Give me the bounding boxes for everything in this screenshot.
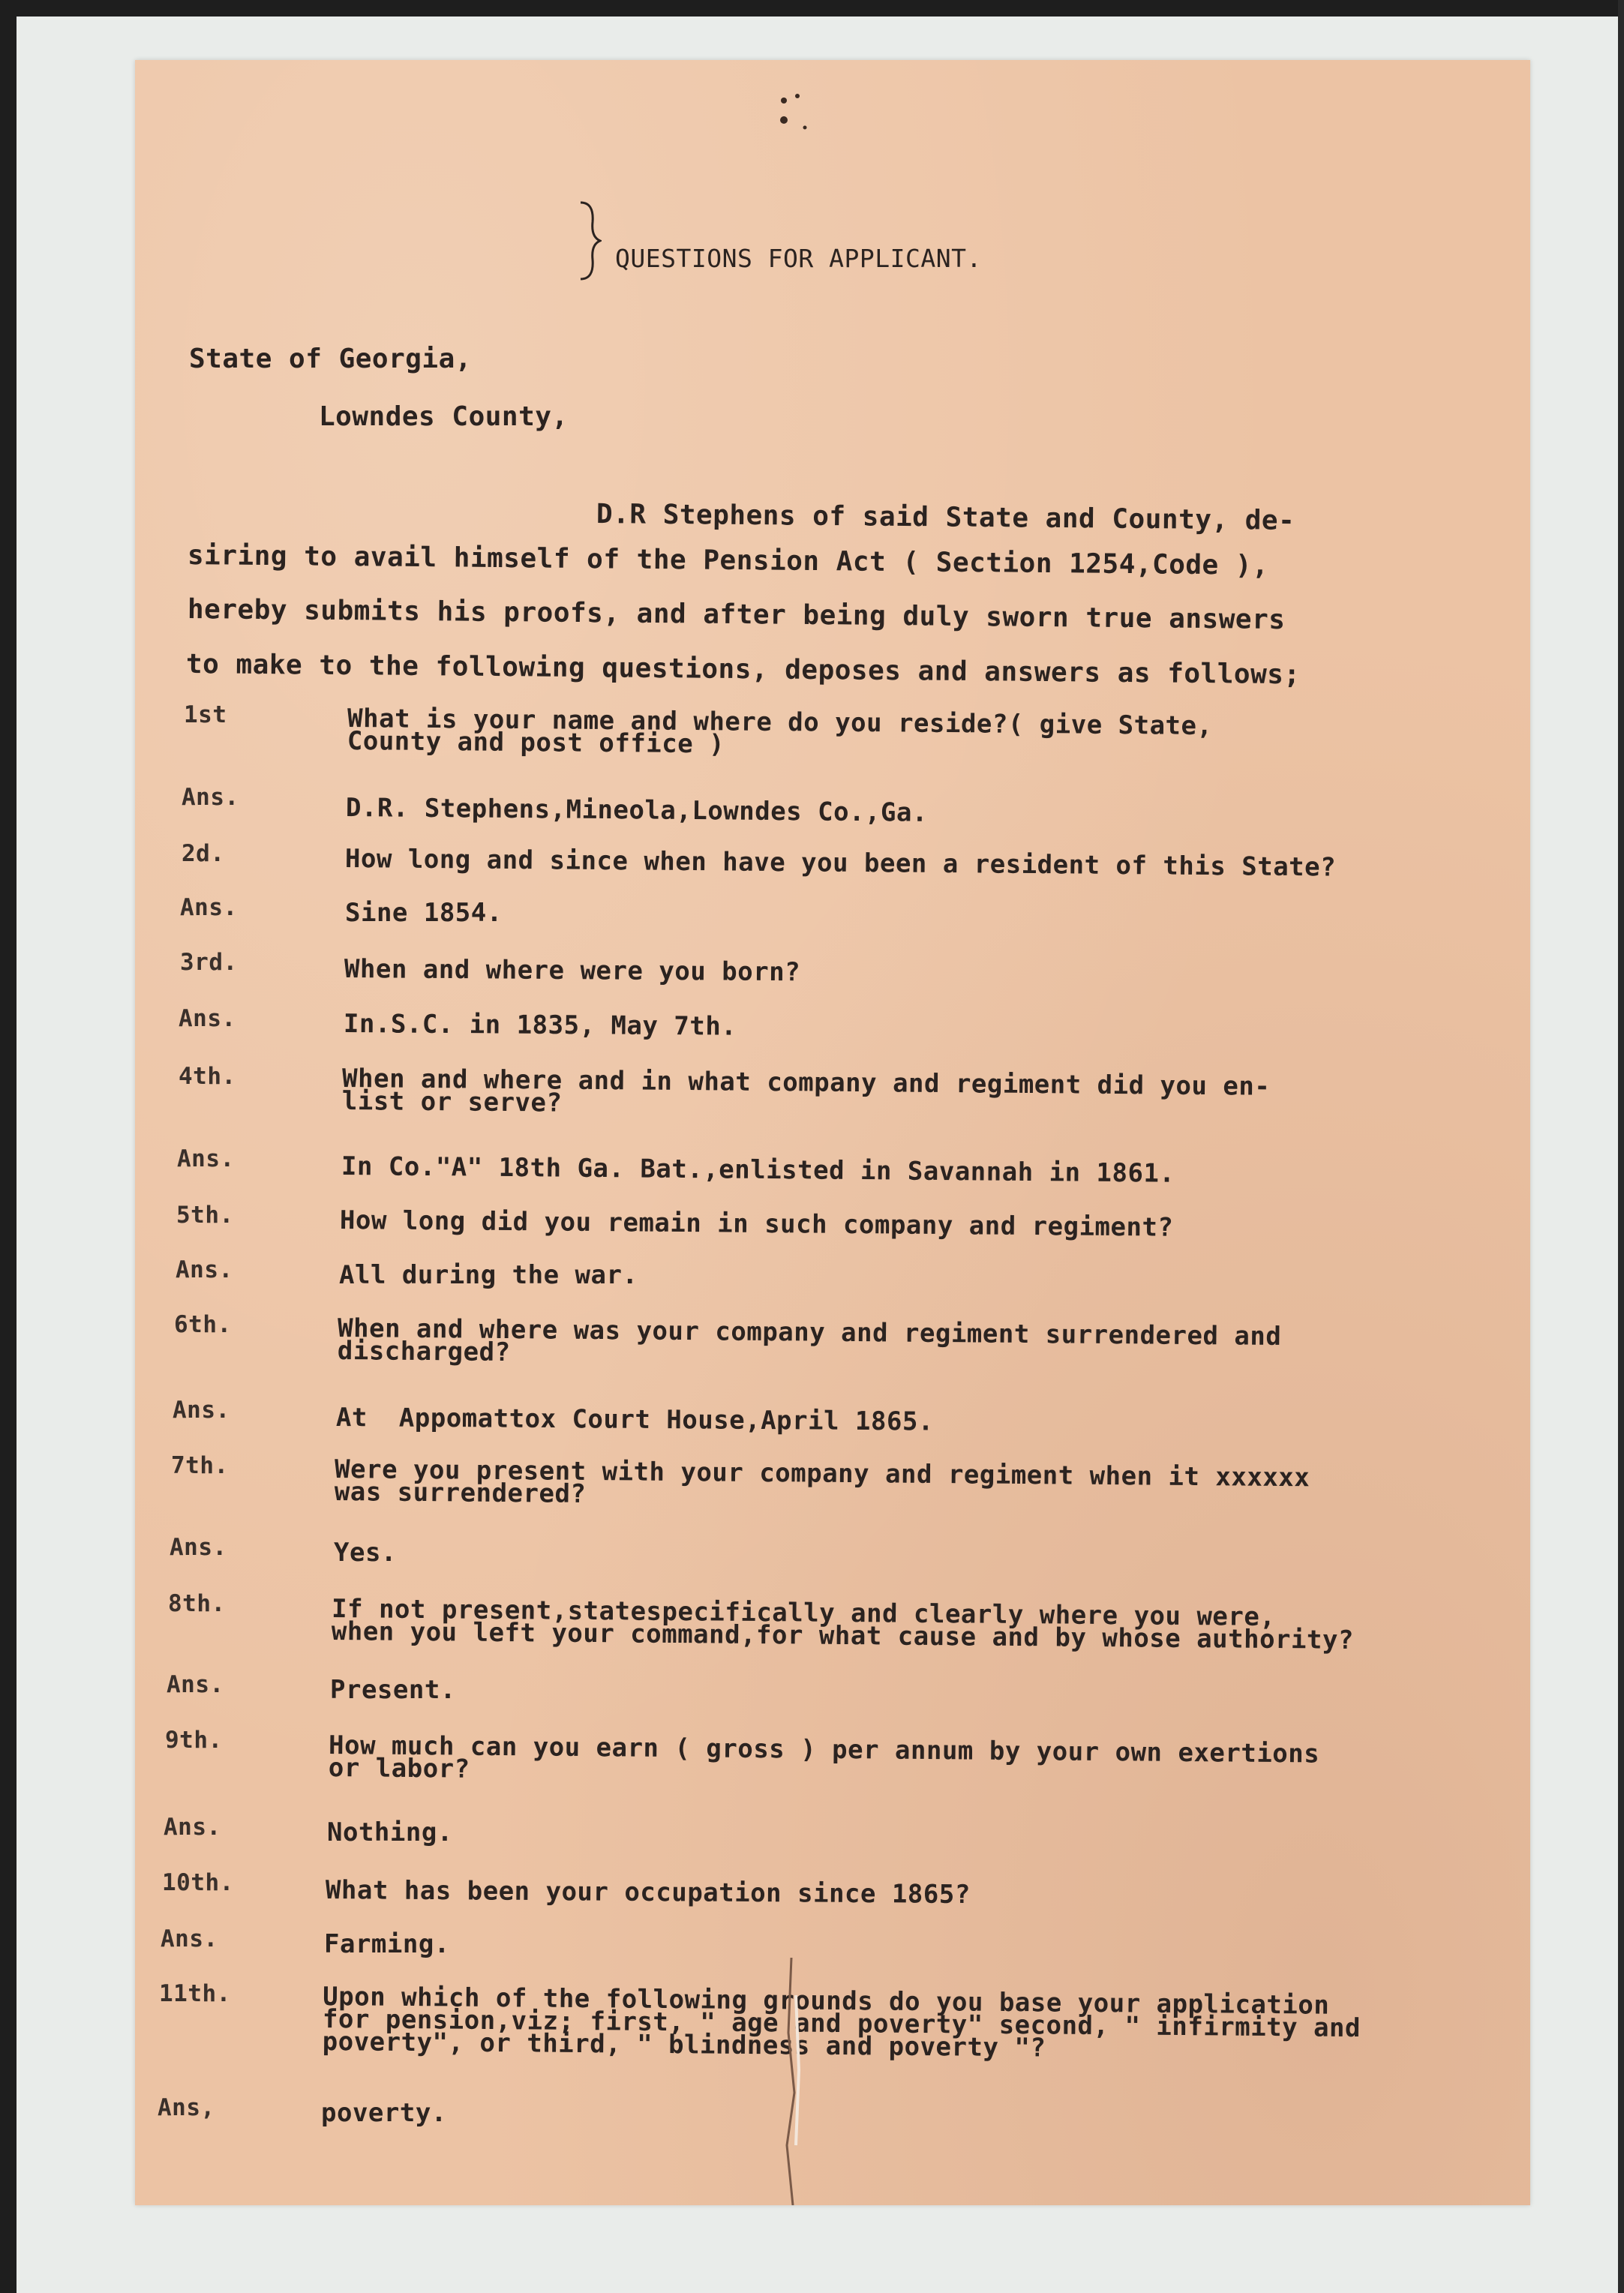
item-label: Ans.: [179, 1005, 236, 1032]
item-label: 1st: [184, 701, 227, 728]
item-text: In Co."A" 18th Ga. Bat.,enlisted in Savannah in 1861.: [341, 1151, 1175, 1189]
item-label: 8th.: [168, 1590, 226, 1617]
scanner-frame-left: [0, 0, 17, 2293]
item-label: Ans.: [182, 784, 239, 811]
punch-hole-marks: [761, 90, 821, 143]
venue-state: State of Georgia,: [189, 344, 472, 374]
item-text: Upon which of the following grounds do you base your application for pension,viz; first, " age and poverty" second, " infirmity and poverty", or third, " blindness and poverty "?: [322, 1982, 1361, 2063]
preamble-line-1: D.R Stephens of said State and County, de-: [596, 499, 1295, 536]
item-text: Sine 1854.: [345, 898, 503, 928]
item-text: What has been your occupation since 1865?: [325, 1875, 971, 1910]
preamble-line-3: hereby submits his proofs, and after being duly sworn true answers: [187, 594, 1286, 636]
item-label: Ans.: [177, 1145, 235, 1172]
paper-fold-tear: [769, 1095, 814, 2205]
document-title: QUESTIONS FOR APPLICANT.: [615, 244, 982, 273]
item-label: Ans.: [167, 1671, 224, 1698]
item-label: Ans.: [170, 1534, 227, 1561]
venue-brace: [576, 200, 602, 282]
item-text: Farming.: [324, 1929, 450, 1959]
item-text: When and where were you born?: [344, 954, 801, 988]
item-label: 11th.: [159, 1980, 231, 2007]
item-label: 9th.: [165, 1727, 223, 1754]
item-label: 3rd.: [180, 949, 238, 976]
item-label: Ans,: [158, 2094, 215, 2121]
item-text: What is your name and where do you reside?( give State, County and post office ): [347, 704, 1213, 760]
preamble-line-4: to make to the following questions, deposes and answers as follows;: [185, 649, 1301, 691]
scanner-frame-right: [1618, 0, 1624, 2293]
preamble-line-2: siring to avail himself of the Pension Act ( Section 1254,Code ),: [187, 540, 1269, 581]
item-text: In.S.C. in 1835, May 7th.: [343, 1009, 737, 1042]
item-text: If not present,statespecifically and clearly where you were, when you left your command,for what cause and by whose authority?: [331, 1594, 1355, 1655]
item-label: Ans.: [173, 1397, 230, 1424]
item-text: Present.: [330, 1675, 456, 1705]
item-text: Yes.: [334, 1538, 397, 1568]
item-label: 6th.: [174, 1311, 232, 1338]
item-label: Ans.: [161, 1925, 218, 1952]
item-label: 4th.: [179, 1063, 236, 1090]
item-label: 10th.: [162, 1869, 234, 1896]
scanner-frame-top: [0, 0, 1624, 17]
item-label: Ans.: [180, 894, 238, 921]
item-text: poverty.: [321, 2098, 447, 2128]
item-text: D.R. Stephens,Mineola,Lowndes Co.,Ga.: [345, 793, 929, 828]
item-text: How much can you earn ( gross ) per annum by your own exertions or labor?: [328, 1730, 1320, 1784]
item-text: When and where was your company and regiment surrendered and discharged?: [337, 1313, 1282, 1368]
document-page: [135, 60, 1530, 2205]
item-text: Nothing.: [327, 1817, 453, 1847]
item-text: All during the war.: [339, 1260, 638, 1290]
item-text: When and where and in what company and regiment did you en- list or serve?: [341, 1064, 1271, 1118]
item-label: 2d.: [182, 840, 225, 867]
item-label: Ans.: [164, 1814, 221, 1841]
item-text: How long did you remain in such company and regiment?: [339, 1205, 1174, 1243]
item-text: Were you present with your company and regiment when it xxxxxx was surrendered?: [334, 1454, 1310, 1509]
item-text: How long and since when have you been a resident of this State?: [344, 844, 1337, 883]
item-label: Ans.: [176, 1256, 233, 1283]
venue-county: Lowndes County,: [319, 401, 569, 432]
item-label: 7th.: [171, 1452, 229, 1479]
item-label: 5th.: [176, 1202, 234, 1229]
item-text: At Appomattox Court House,April 1865.: [335, 1403, 934, 1437]
